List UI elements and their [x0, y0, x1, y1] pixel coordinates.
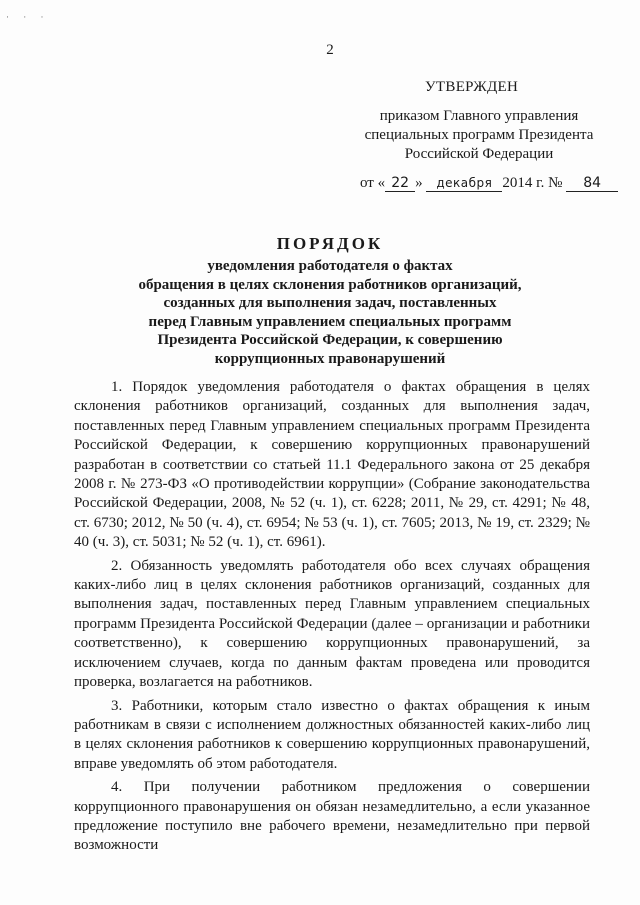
paragraph-2: 2. Обязанность уведомлять работодателя обо всех случаях обращения каких-либо лиц в целях склонения работников организаций, созданных для выполнения задач, поставленных перед Главным управлением специальных программ Президента Российской Федерации (далее – организации и работники соответственно), к совершению коррупционных правонарушений, за исключением случаев, когда по данным фактам проведена или проводится проверка, возлагается на работников.: [74, 557, 590, 691]
order-line-2: специальных программ Президента: [364, 127, 594, 143]
order-line-1: приказом Главного управления: [379, 108, 579, 124]
order-year: 2014 г. №: [502, 175, 563, 191]
date-prefix: от «: [360, 175, 386, 191]
document-body: [74, 378, 590, 860]
subtitle-line-5: Президента Российской Федерации, к совершению: [157, 332, 503, 348]
paragraph-1: 1. Порядок уведомления работодателя о фактах обращения в целях склонения работников организаций, созданных для выполнения задач, поставленных перед Главным управлением специальных программ Президента Российской Федерации, к совершению коррупционных правонарушений разработан в соответствии со статьей 11.1 Федерального закона от 25 декабря 2008 г. № 273-ФЗ «О противодействии коррупции» (Собрание законодательства Российской Федерации, 2008, № 52 (ч. 1), ст. 6228; 2011, № 29, ст. 4291; № 48, ст. 6730; 2012, № 50 (ч. 4), ст. 6954; № 53 (ч. 1), ст. 7605; 2013, № 19, ст. 2329; № 40 (ч. 3), ст. 5031; № 52 (ч. 1), ст. 6961).: [74, 379, 590, 551]
subtitle-line-2: обращения в целях склонения работников организаций,: [138, 276, 522, 293]
date-mid: »: [415, 175, 423, 191]
page-number: 2: [326, 42, 334, 58]
paragraph-4: 4. При получении работником предложения о совершении коррупционного правонарушения он обязан незамедлительно, а если указанное предложение поступило вне рабочего времени, незамедлительно при первой возможности: [74, 779, 590, 854]
paragraph-3: 3. Работники, которым стало известно о фактах обращения к иным работникам в связи с исполнением должностных обязанностей каких-либо лиц в целях склонения работников к совершению коррупционных правонарушений, вправе уведомлять об этом работодателя.: [74, 697, 590, 772]
order-month: декабря: [426, 175, 502, 192]
approval-stamp-block: [340, 78, 610, 193]
subtitle-line-1: уведомления работодателя о фактах: [207, 258, 453, 274]
order-day: 22: [385, 175, 415, 192]
subtitle-line-3: созданных для выполнения задач, поставленных: [163, 295, 497, 311]
approved-heading: УТВЕРЖДЕН: [425, 79, 519, 95]
order-number: 84: [566, 175, 618, 192]
scan-specks: · · ·: [6, 12, 50, 22]
subtitle-line-4: перед Главным управлением специальных программ: [148, 313, 512, 330]
document-title-block: [120, 233, 540, 368]
subtitle-line-6: коррупционных правонарушений: [214, 350, 446, 367]
order-line-3: Российской Федерации: [404, 146, 554, 162]
order-date-line: [360, 174, 610, 193]
document-title: ПОРЯДОК: [276, 234, 384, 253]
